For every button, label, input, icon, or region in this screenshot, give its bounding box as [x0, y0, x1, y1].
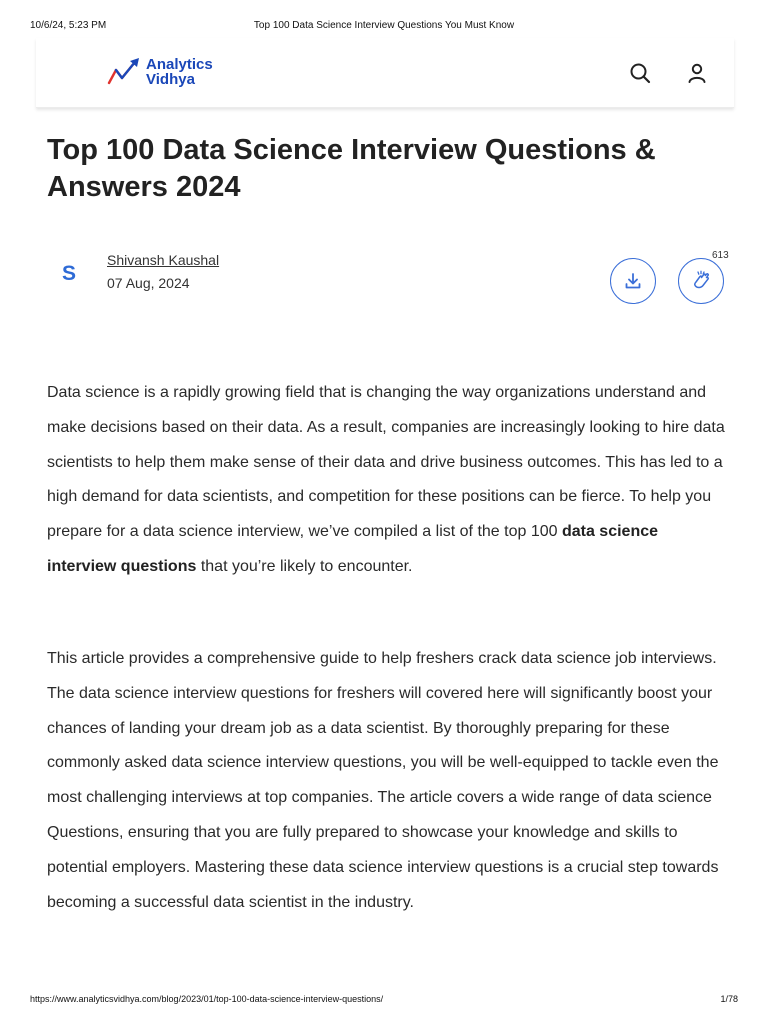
logo-line-1: Analytics — [146, 56, 213, 73]
logo-mark-icon — [106, 57, 142, 87]
article-title — [47, 132, 727, 206]
download-icon — [623, 271, 643, 291]
search-icon[interactable] — [628, 61, 652, 85]
site-logo[interactable] — [106, 55, 213, 89]
user-icon[interactable] — [685, 61, 709, 85]
publish-date: 07 Aug, 2024 — [107, 275, 190, 291]
intro-text-start: Data science is a rapidly growing field that is changing the way organizations understand and make decisions based on their data. As a result, companies are increasingly looking to hire data scientists to help them make sense of their data and drive business outcomes. This has led to a high demand for data scientists, and competition for these positions can be fierce. To help you prepare for a data science interview, we’ve compiled a list of the top 100 — [47, 384, 725, 541]
print-header — [30, 20, 738, 34]
author-name-link[interactable]: Shivansh Kaushal — [107, 252, 220, 268]
logo-line-2: Vidhya — [146, 71, 195, 88]
intro-text-end: that you’re likely to encounter. — [196, 557, 413, 575]
article-title-line-1: Top 100 Data Science Interview Questions & — [47, 134, 656, 166]
print-timestamp: 10/6/24, 5:23 PM — [30, 20, 107, 31]
logo-wordmark — [146, 57, 213, 87]
print-doc-title: Top 100 Data Science Interview Questions You Must Know — [253, 20, 515, 31]
author-avatar: S — [61, 262, 76, 285]
print-footer — [30, 994, 738, 1008]
clap-button[interactable] — [678, 258, 724, 304]
article-title-line-2: Answers 2024 — [47, 171, 241, 203]
keyword-link[interactable]: data science interview questions — [47, 523, 659, 575]
print-url: https://www.analyticsvidhya.com/blog/2023/01/top-100-data-science-interview-questions/ — [30, 994, 384, 1004]
clap-count: 613 — [712, 250, 729, 261]
clap-icon — [689, 269, 713, 293]
download-button[interactable] — [610, 258, 656, 304]
guide-paragraph: This article provides a comprehensive guide to help freshers crack data science job interviews. The data science interview questions for freshers will covered here will significantly boost your chances of landing your dream job as a data scientist. By thoroughly preparing for these commonly asked data science interview questions, you will be well-equipped to tackle even the most challenging interviews at top companies. The article covers a wide range of data science Questions, ensuring that you are fully prepared to showcase your knowledge and skills to potential employers. Mastering these data science interview questions is a crucial step towards becoming a successful data scientist in the industry. — [47, 650, 719, 911]
intro-paragraph — [47, 376, 727, 585]
page-number: 1/78 — [720, 994, 738, 1004]
site-navbar — [36, 38, 734, 108]
